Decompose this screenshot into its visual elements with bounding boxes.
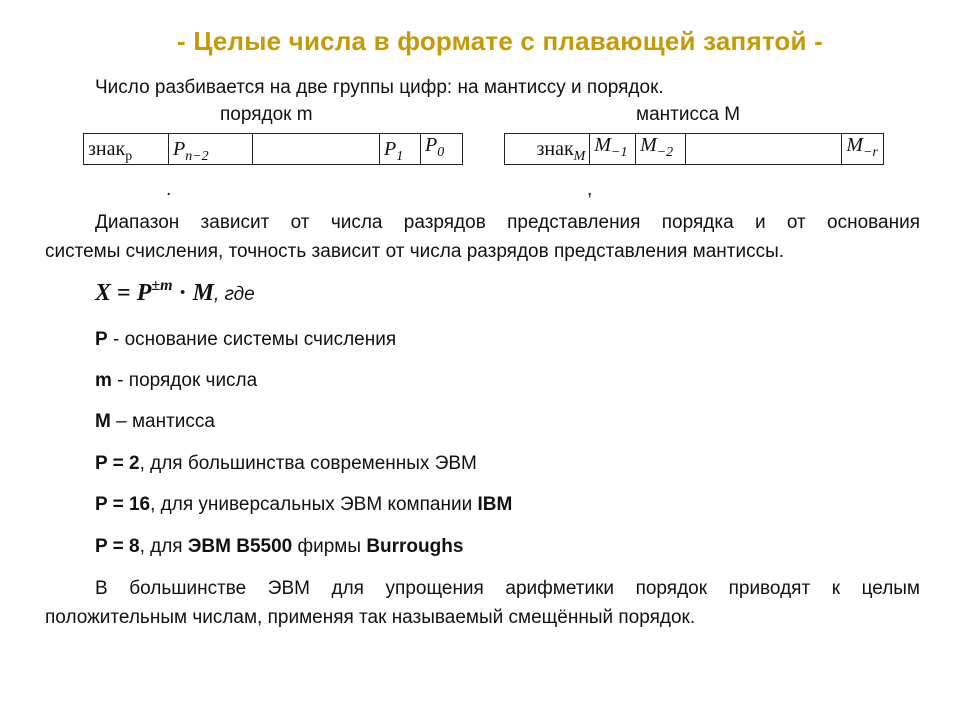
mantissa-digit-cell: $M_{-2}$ xyxy=(636,134,686,165)
mantissa-table-label: мантисса M xyxy=(636,104,741,125)
order-table-label: порядок m xyxy=(220,104,313,125)
example-line: P = 2, для большинства современных ЭВМ xyxy=(95,453,477,474)
order-empty-cell xyxy=(253,134,380,165)
paragraph-range-line2: системы счисления, точность зависит от числа разрядов представления мантиссы. xyxy=(45,241,785,262)
order-digit-cell: $P_{n-2}$ xyxy=(169,134,253,165)
paragraph-bias-line2: положительным числам, применяя так называемый смещённый порядок. xyxy=(45,607,696,628)
order-sign-cell: знак$_р$ xyxy=(84,134,169,165)
order-digit-cell: $P_1$ xyxy=(380,134,421,165)
intro-text: Число разбивается на две группы цифр: на мантиссу и порядок. xyxy=(95,77,664,98)
order-register-table xyxy=(83,133,463,165)
order-after-mark: . xyxy=(166,179,172,200)
paragraph-bias-line1: В большинстве ЭВМ для упрощения арифметики порядок приводят к целым xyxy=(95,578,920,599)
definition-line: P - основание системы счисления xyxy=(95,329,397,350)
example-line: P = 8, для ЭВМ B5500 фирмы Burroughs xyxy=(95,536,464,557)
example-line: P = 16, для универсальных ЭВМ компании IBM xyxy=(95,494,513,515)
mantissa-register-table xyxy=(504,133,884,165)
mantissa-digit-cell: $M_{-r}$ xyxy=(842,134,884,165)
mantissa-empty-cell xyxy=(685,134,841,165)
definition-line: M – мантисса xyxy=(95,411,215,432)
formula: $X = P^{\pm m} \cdot M$, где xyxy=(95,277,255,306)
mantissa-after-mark: , xyxy=(587,179,593,200)
mantissa-digit-cell: $M_{-1}$ xyxy=(590,134,636,165)
order-digit-cell: $P_0$ xyxy=(421,134,463,165)
definition-line: m - порядок числа xyxy=(95,370,258,391)
mantissa-sign-cell: знак$_M$ xyxy=(505,134,590,165)
page-title: - Целые числа в формате с плавающей запятой - xyxy=(177,26,823,56)
paragraph-range-line1: Диапазон зависит от числа разрядов представления порядка и от основания xyxy=(95,212,920,233)
